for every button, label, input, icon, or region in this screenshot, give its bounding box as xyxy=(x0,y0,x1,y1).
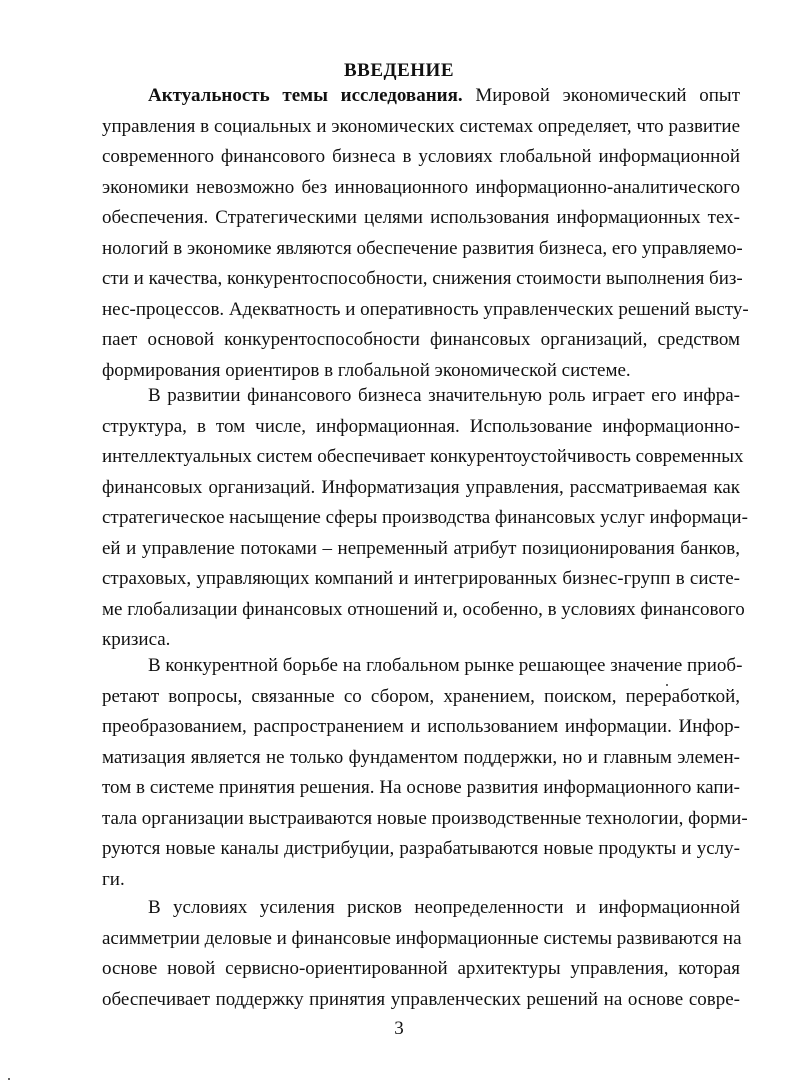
paragraph-line: финансовых организаций. Информатизация управления, рассматриваемая как xyxy=(102,476,740,498)
scan-speck xyxy=(666,684,668,686)
paragraph-line: В конкурентной борьбе на глобальном рынке решающее значение приоб- xyxy=(148,655,743,676)
paragraph-line: формирования ориентиров в глобальной экономической системе. xyxy=(102,359,631,381)
paragraph-line: пает основой конкурентоспособности финансовых организаций, средством xyxy=(102,329,740,350)
paragraph-line: стратегическое насыщение сферы производства финансовых услуг информаци- xyxy=(102,507,748,528)
paragraph-line: В условиях усиления рисков неопределенности и информационной xyxy=(148,897,740,918)
paragraph-line-text: Мировой экономический опыт xyxy=(462,85,740,106)
paragraph-line: нес-процессов. Адекватность и оперативность управленческих решений высту- xyxy=(102,298,749,320)
paragraph-line: обеспечивает поддержку принятия управленческих решений на основе совре- xyxy=(102,988,740,1010)
paragraph-line: ме глобализации финансовых отношений и, особенно, в условиях финансового xyxy=(102,598,745,620)
page-title: ВВЕДЕНИЕ xyxy=(344,60,454,81)
paragraph-competition xyxy=(102,651,748,895)
paragraph-line: асимметрии деловые и финансовые информационные системы развиваются на xyxy=(102,927,742,949)
paragraph-line: кризиса. xyxy=(102,629,171,650)
paragraph-line: матизация является не только фундаментом поддержки, но и главным элемен- xyxy=(102,746,740,768)
page-number: 3 xyxy=(394,1018,404,1039)
paragraph-line: обеспечения. Стратегическими целями использования информационных тех- xyxy=(102,207,740,228)
paragraph-line: руются новые каналы дистрибуции, разрабатываются новые продукты и услу- xyxy=(102,838,740,859)
paragraph-line: В развитии финансового бизнеса значительную роль играет его инфра- xyxy=(148,385,740,406)
paragraph-line xyxy=(102,81,740,112)
paragraph-line: ги. xyxy=(102,868,125,890)
paragraph-lead: Актуальность темы исследования. xyxy=(148,85,463,106)
paragraph-line: страховых, управляющих компаний и интегрированных бизнес-групп в систе- xyxy=(102,568,740,589)
paragraph-line: ей и управление потоками – непременный атрибут позиционирования банков, xyxy=(102,537,740,559)
paragraph-line: ретают вопросы, связанные со сбором, хранением, поиском, переработкой, xyxy=(102,685,740,707)
scan-speck xyxy=(8,1078,10,1080)
paragraph-line: том в системе принятия решения. На основе развития информационного капи- xyxy=(102,777,740,798)
paragraph-line: интеллектуальных систем обеспечивает конкурентоустойчивость современных xyxy=(102,446,744,467)
paragraph-line: управления в социальных и экономических системах определяет, что развитие xyxy=(102,115,740,137)
paragraph-risks xyxy=(102,893,740,1015)
paragraph-line: современного финансового бизнеса в условиях глобальной информационной xyxy=(102,146,740,167)
paragraph-infrastructure xyxy=(102,381,748,656)
paragraph-line: нологий в экономике являются обеспечение развития бизнеса, его управляемо- xyxy=(102,237,743,259)
paragraph-line: тала организации выстраиваются новые производственные технологии, форми- xyxy=(102,807,748,829)
paragraph-line: экономики невозможно без инновационного информационно-аналитического xyxy=(102,176,740,198)
paragraph-relevance xyxy=(102,81,749,386)
paragraph-line: структура, в том числе, информационная. Использование информационно- xyxy=(102,415,740,437)
paragraph-line: основе новой сервисно-ориентированной архитектуры управления, которая xyxy=(102,958,740,979)
paragraph-line: преобразованием, распространением и использованием информации. Инфор- xyxy=(102,716,740,737)
paragraph-line: сти и качества, конкурентоспособности, снижения стоимости выполнения биз- xyxy=(102,268,743,289)
